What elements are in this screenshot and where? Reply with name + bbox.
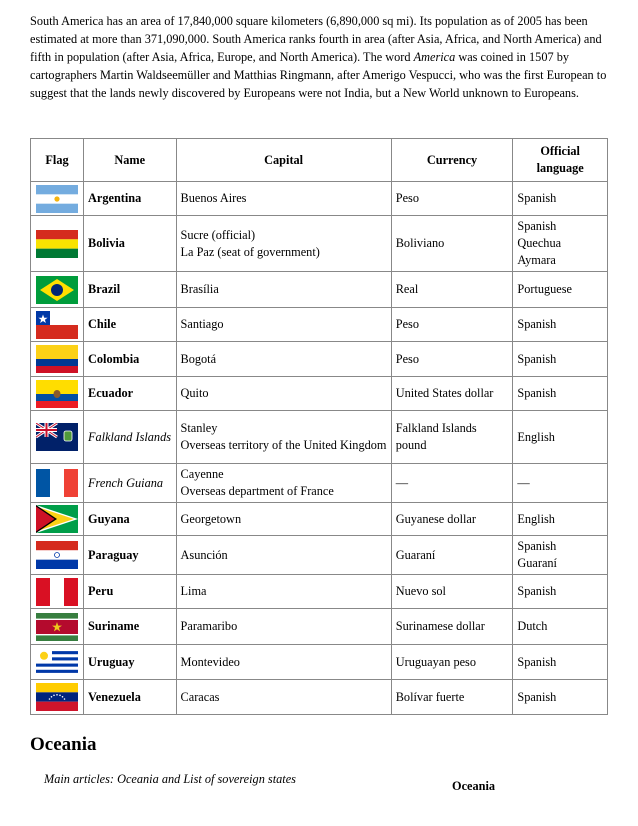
- capital-line[interactable]: Cayenne: [180, 467, 224, 481]
- language-line: Spanish: [517, 654, 557, 669]
- language-line: Spanish: [517, 539, 557, 553]
- intro-paragraph: [30, 12, 610, 102]
- table-row: [31, 536, 608, 575]
- flag-cell: [31, 680, 84, 715]
- language-cell: [513, 609, 608, 645]
- country-name[interactable]: Bolivia: [84, 216, 177, 272]
- capital-cell: [176, 680, 391, 715]
- capital-line: Overseas department of France: [180, 484, 334, 498]
- table-row: [31, 464, 608, 503]
- table-body: [31, 182, 608, 715]
- currency-cell: [391, 216, 513, 272]
- table-row: [31, 645, 608, 680]
- language-line: English: [517, 429, 555, 444]
- flag-cell: [31, 575, 84, 609]
- oceania-heading: Oceania: [30, 734, 97, 755]
- flag-cell: [31, 182, 84, 216]
- capital-line[interactable]: Bogotá: [180, 351, 217, 366]
- currency-cell: [391, 609, 513, 645]
- flag-cell: [31, 342, 84, 377]
- currency-line: Surinamese dollar: [395, 619, 485, 633]
- language-line: Spanish: [517, 689, 557, 704]
- flag-cell: [31, 216, 84, 272]
- table-row: [31, 342, 608, 377]
- capital-line[interactable]: Brasília: [180, 282, 219, 296]
- flag-ecuador-icon: [36, 380, 78, 408]
- currency-line: Nuevo sol: [395, 584, 446, 598]
- flag-uruguay-icon: [36, 648, 78, 676]
- currency-line: Real: [395, 282, 419, 296]
- currency-cell: [391, 182, 513, 216]
- flag-colombia-icon: [36, 345, 78, 373]
- header-name: Name: [84, 139, 177, 182]
- country-name[interactable]: Ecuador: [84, 377, 177, 411]
- table-row: [31, 272, 608, 308]
- currency-cell: [391, 464, 513, 503]
- language-cell: [513, 645, 608, 680]
- language-cell: [513, 575, 608, 609]
- capital-cell: [176, 216, 391, 272]
- language-line: Spanish: [517, 191, 557, 205]
- capital-cell: [176, 503, 391, 536]
- currency-line: Boliviano: [395, 236, 445, 250]
- currency-cell: [391, 272, 513, 308]
- country-name[interactable]: Guyana: [84, 503, 177, 536]
- country-name[interactable]: Falkland Islands: [84, 411, 177, 464]
- country-name[interactable]: Colombia: [84, 342, 177, 377]
- intro-italic-word: America: [413, 50, 456, 64]
- capital-line[interactable]: Buenos Aires: [180, 191, 247, 205]
- language-cell: [513, 182, 608, 216]
- country-name[interactable]: French Guiana: [84, 464, 177, 503]
- capital-line: Overseas territory of the United Kingdom: [180, 438, 387, 452]
- flag-paraguay-icon: [36, 541, 78, 569]
- currency-cell: [391, 680, 513, 715]
- flag-suriname-icon: [36, 613, 78, 641]
- capital-line[interactable]: Montevideo: [180, 654, 240, 669]
- currency-cell: [391, 308, 513, 342]
- header-currency: Currency: [391, 139, 513, 182]
- currency-line: Peso: [395, 191, 419, 205]
- flag-bolivia-icon: [36, 230, 78, 258]
- language-line: Spanish: [517, 219, 557, 233]
- country-name[interactable]: Paraguay: [84, 536, 177, 575]
- language-line: Spanish: [517, 317, 557, 331]
- currency-cell: [391, 536, 513, 575]
- currency-cell: [391, 645, 513, 680]
- header-language: Official language: [513, 139, 608, 182]
- currency-cell: [391, 503, 513, 536]
- language-cell: [513, 216, 608, 272]
- country-name[interactable]: Venezuela: [84, 680, 177, 715]
- country-name[interactable]: Suriname: [84, 609, 177, 645]
- currency-line: Falkland Islands pound: [395, 421, 477, 452]
- country-name[interactable]: Peru: [84, 575, 177, 609]
- country-name[interactable]: Brazil: [84, 272, 177, 308]
- oceania-caption: Oceania: [452, 779, 496, 793]
- capital-cell: [176, 464, 391, 503]
- capital-cell: [176, 645, 391, 680]
- country-name[interactable]: Uruguay: [84, 645, 177, 680]
- currency-line: Guaraní: [395, 547, 436, 562]
- flag-french-guiana-icon: [36, 469, 78, 497]
- currency-line: Uruguayan peso: [395, 654, 476, 669]
- currency-line: United States dollar: [395, 386, 494, 400]
- language-line: Guaraní: [517, 556, 557, 570]
- capital-line[interactable]: Lima: [180, 584, 207, 598]
- currency-cell: [391, 342, 513, 377]
- currency-cell: [391, 411, 513, 464]
- capital-cell: [176, 308, 391, 342]
- language-cell: [513, 464, 608, 503]
- capital-line[interactable]: Georgetown: [180, 511, 242, 526]
- flag-cell: [31, 536, 84, 575]
- capital-line[interactable]: Santiago: [180, 317, 224, 331]
- table-row: [31, 216, 608, 272]
- language-cell: [513, 342, 608, 377]
- flag-chile-icon: [36, 311, 78, 339]
- flag-cell: [31, 464, 84, 503]
- currency-line: Peso: [395, 317, 419, 331]
- intro-text-part2: was coined in 1507 by cartographers Martin Waldseemüller and Matthias Ringmann, after Amerigo Vespucci, who was the first European to suggest that the lands newly discovered by Europeans were not India, but a New World unknown to Europeans.: [30, 50, 607, 100]
- currency-line: Peso: [395, 351, 419, 366]
- flag-guyana-icon: [36, 505, 78, 533]
- flag-cell: [31, 609, 84, 645]
- language-cell: [513, 536, 608, 575]
- language-cell: [513, 503, 608, 536]
- table-row: [31, 411, 608, 464]
- language-line: Aymara: [517, 253, 556, 267]
- language-cell: [513, 377, 608, 411]
- table-row: [31, 575, 608, 609]
- flag-venezuela-icon: [36, 683, 78, 711]
- capital-cell: [176, 342, 391, 377]
- language-line: —: [517, 475, 530, 490]
- flag-cell: [31, 272, 84, 308]
- language-line: Dutch: [517, 619, 548, 633]
- currency-cell: [391, 575, 513, 609]
- currency-line: Bolívar fuerte: [395, 689, 465, 704]
- intro-text-part1: South America has an area of 17,840,000 square kilometers (6,890,000 sq mi). Its population as of 2005 has been estimated at more than 371,090,000. South America ranks fourth in area (after Asia, Africa, and North America) and fifth in population (after Asia, Africa, Europe, and North America). The word: [30, 14, 602, 64]
- table-row: [31, 377, 608, 411]
- table-row: [31, 680, 608, 715]
- language-line: Spanish: [517, 584, 557, 598]
- country-name[interactable]: Argentina: [84, 182, 177, 216]
- currency-line: —: [395, 475, 409, 490]
- flag-cell: [31, 503, 84, 536]
- capital-line: La Paz (seat of government): [180, 244, 320, 259]
- capital-line[interactable]: Paramaribo: [180, 619, 238, 633]
- header-flag: Flag: [31, 139, 84, 182]
- capital-cell: [176, 411, 391, 464]
- language-line: Quechua: [517, 236, 562, 250]
- language-line: Spanish: [517, 351, 557, 366]
- country-name[interactable]: Chile: [84, 308, 177, 342]
- flag-peru-icon: [36, 578, 78, 606]
- table-row: [31, 182, 608, 216]
- flag-cell: [31, 411, 84, 464]
- capital-line[interactable]: Stanley: [180, 421, 218, 435]
- flag-cell: [31, 308, 84, 342]
- capital-cell: [176, 272, 391, 308]
- flag-cell: [31, 645, 84, 680]
- language-cell: [513, 680, 608, 715]
- capital-cell: [176, 182, 391, 216]
- table-header-row: [31, 139, 608, 182]
- flag-brazil-icon: [36, 276, 78, 304]
- language-line: Portuguese: [517, 282, 573, 296]
- language-cell: [513, 272, 608, 308]
- table-row: [31, 609, 608, 645]
- capital-line[interactable]: Quito: [180, 386, 209, 400]
- currency-cell: [391, 377, 513, 411]
- south-america-states-table: [30, 138, 608, 715]
- capital-line[interactable]: Asunción: [180, 547, 228, 562]
- flag-cell: [31, 377, 84, 411]
- capital-cell: [176, 377, 391, 411]
- table-row: [31, 503, 608, 536]
- capital-cell: [176, 575, 391, 609]
- capital-line[interactable]: Caracas: [180, 689, 220, 704]
- main-articles-note: Main articles: Oceania and List of sovereign states: [44, 772, 296, 786]
- language-line: Spanish: [517, 386, 557, 400]
- currency-line: Guyanese dollar: [395, 511, 476, 526]
- capital-cell: [176, 536, 391, 575]
- language-line: English: [517, 511, 555, 526]
- flag-argentina-icon: [36, 185, 78, 213]
- flag-falkland-islands-icon: [36, 423, 78, 451]
- language-cell: [513, 411, 608, 464]
- capital-cell: [176, 609, 391, 645]
- capital-line[interactable]: Sucre (official): [180, 227, 256, 242]
- language-cell: [513, 308, 608, 342]
- table-row: [31, 308, 608, 342]
- header-capital: Capital: [176, 139, 391, 182]
